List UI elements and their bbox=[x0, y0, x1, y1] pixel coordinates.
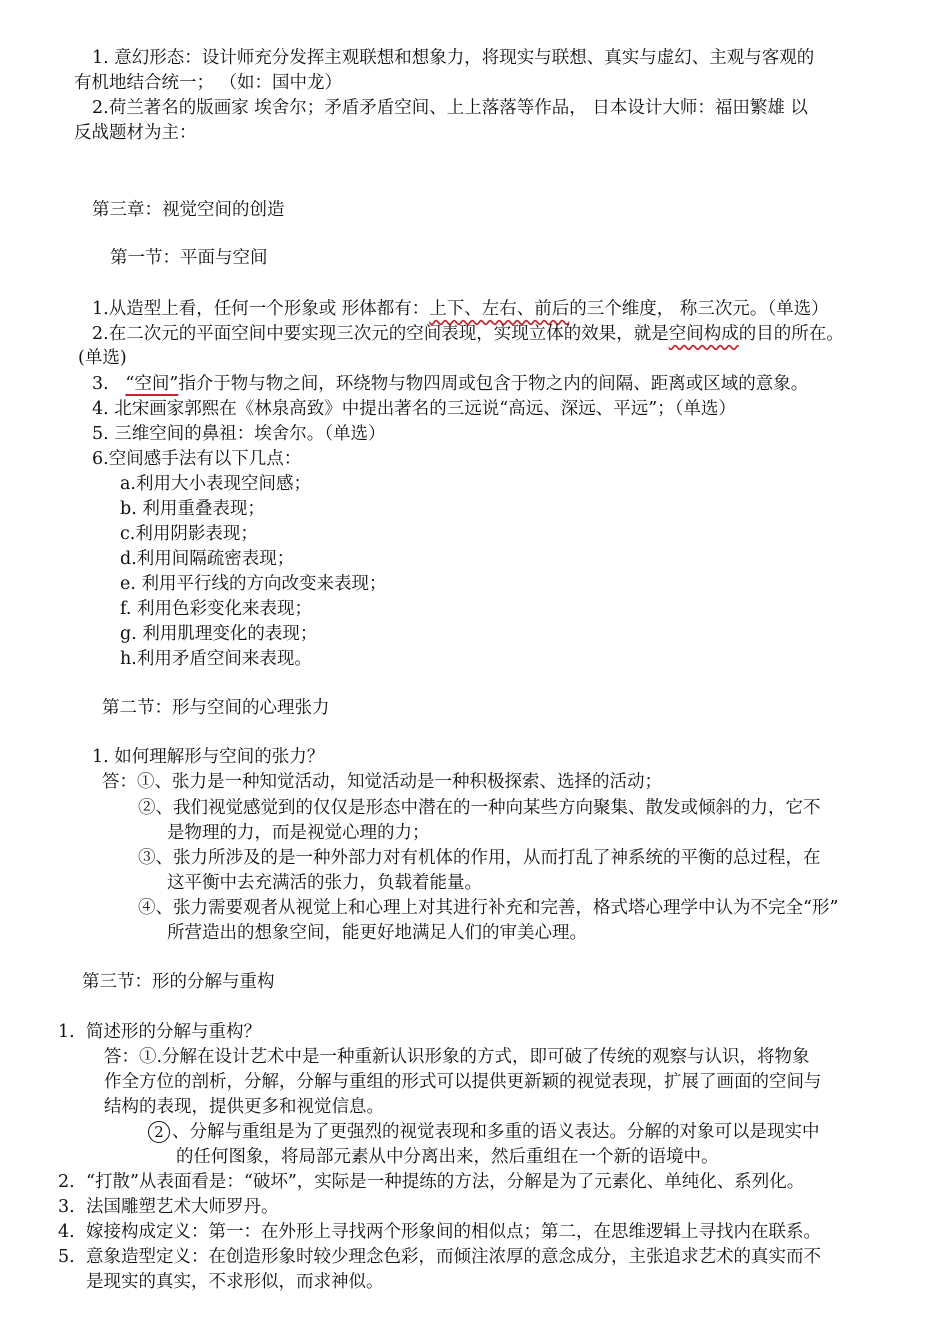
s1-item-3 bbox=[92, 372, 808, 396]
intro-line-4: 反战题材为主： bbox=[74, 123, 197, 143]
s3-q2: “打散”从表面看是：“破坏”，实际是一种提练的方法，分解是为了元素化、单纯化、系列化。 bbox=[86, 1172, 805, 1192]
method-g: g. 利用肌理变化的表现； bbox=[120, 624, 318, 644]
s2-answer-3b: 这平衡中去充满活的张力，负载着能量。 bbox=[167, 873, 482, 893]
section-1-title: 第一节：平面与空间 bbox=[110, 248, 268, 268]
s2-answer-1: 答：①、张力是一种知觉活动，知觉活动是一种积极探索、选择的活动； bbox=[102, 772, 662, 792]
s3-answer-2a-text: 、分解与重组是为了更强烈的视觉表现和多重的语义表达。分解的对象可以是现实中 bbox=[172, 1122, 820, 1142]
method-b: b. 利用重叠表现； bbox=[120, 499, 265, 519]
s1-item-1-post: 的三个维度， 称三次元。（单选） bbox=[569, 299, 829, 319]
s1-item-2-post: 的目的所在。 bbox=[738, 324, 844, 344]
s3-q5-number: 5. bbox=[58, 1247, 75, 1267]
s3-q1: 简述形的分解与重构？ bbox=[86, 1022, 261, 1042]
s3-answer-1a: 答：①.分解在设计艺术中是一种重新认识形象的方式，即可破了传统的观察与认识，将物象 bbox=[104, 1047, 810, 1067]
space-term-highlight: “空间” bbox=[125, 374, 179, 394]
chapter-title: 第三章：视觉空间的创造 bbox=[92, 200, 285, 220]
method-a: a.利用大小表现空间感； bbox=[120, 474, 311, 494]
s3-answer-1b: 作全方位的剖析，分解，分解与重组的形式可以提供更新颖的视觉表现，扩展了画面的空间与 bbox=[104, 1072, 822, 1092]
s3-answer-1c: 结构的表现，提供更多和视觉信息。 bbox=[104, 1097, 384, 1117]
s3-q4-number: 4. bbox=[58, 1222, 75, 1242]
method-c: c.利用阴影表现； bbox=[120, 524, 258, 544]
intro-line-1: 1. 意幻形态：设计师充分发挥主观联想和想象力，将现实与联想、真实与虚幻、主观与客观的 bbox=[92, 48, 815, 68]
method-d: d.利用间隔疏密表现； bbox=[120, 549, 295, 569]
s1-item-3-num: 3. bbox=[92, 374, 109, 394]
intro-line-3: 2.荷兰著名的版画家 埃舍尔；矛盾矛盾空间、上上落落等作品， 日本设计大师：福田繁雄 以 bbox=[92, 98, 808, 118]
s1-item-5: 5. 三维空间的鼻祖：埃舍尔。（单选） bbox=[92, 424, 386, 444]
s2-answer-4b: 所营造出的想象空间，能更好地满足人们的审美心理。 bbox=[167, 923, 587, 943]
s3-q3-number: 3. bbox=[58, 1197, 75, 1217]
s1-item-6: 6.空间感手法有以下几点： bbox=[92, 449, 302, 469]
s1-item-2-cont: (单选) bbox=[78, 348, 127, 368]
s1-item-1-pre: 1.从造型上看，任何一个形象或 形体都有： bbox=[92, 299, 430, 319]
s3-q2-number: 2. bbox=[58, 1172, 75, 1192]
s3-q5a: 意象造型定义：在创造形象时较少理念色彩，而倾注浓厚的意念成分，主张追求艺术的真实而不 bbox=[86, 1247, 821, 1267]
s1-item-1 bbox=[92, 297, 829, 321]
section-3-title: 第三节：形的分解与重构 bbox=[82, 972, 275, 992]
s1-item-3-post: 指介于物与物之间，环绕物与物四周或包含于物之内的间隔、距离或区域的意象。 bbox=[178, 374, 809, 394]
dimensions-highlight: 上下、左右、前后 bbox=[429, 299, 570, 319]
s2-question: 1. 如何理解形与空间的张力？ bbox=[92, 747, 325, 767]
method-f: f. 利用色彩变化来表现； bbox=[120, 599, 312, 619]
s3-q1-number: 1. bbox=[58, 1022, 75, 1042]
space-composition-highlight: 空间构成 bbox=[668, 324, 739, 344]
s3-answer-2b: 的任何图象，将局部元素从中分离出来，然后重组在一个新的语境中。 bbox=[176, 1147, 719, 1167]
s1-item-2-pre: 2.在二次元的平面空间中要实现三次元的空间表现，实现立体的效果，就是 bbox=[92, 324, 669, 344]
s2-answer-3a: ③、张力所涉及的是一种外部力对有机体的作用，从而打乱了神系统的平衡的总过程，在 bbox=[138, 848, 821, 868]
s3-q3: 法国雕塑艺术大师罗丹。 bbox=[86, 1197, 279, 1217]
s2-answer-2a: ②、我们视觉感觉到的仅仅是形态中潜在的一种向某些方向聚集、散发或倾斜的力，它不 bbox=[138, 798, 821, 818]
s2-answer-4a: ④、张力需要观者从视觉上和心理上对其进行补充和完善，格式塔心理学中认为不完全“形” bbox=[138, 898, 839, 918]
method-e: e. 利用平行线的方向改变来表现； bbox=[120, 574, 387, 594]
s1-item-2 bbox=[92, 322, 844, 346]
intro-line-2: 有机地结合统一； （如：国中龙） bbox=[74, 73, 343, 93]
section-2-title: 第二节：形与空间的心理张力 bbox=[102, 698, 330, 718]
circled-number-2: 2 bbox=[148, 1121, 170, 1143]
s3-answer-2a bbox=[148, 1120, 820, 1144]
s1-item-4: 4. 北宋画家郭熙在《林泉高致》中提出著名的三远说“高远、深远、平远”；（单选） bbox=[92, 399, 736, 419]
s3-q4: 嫁接构成定义：第一：在外形上寻找两个形象间的相似点；第二，在思维逻辑上寻找内在联系。 bbox=[86, 1222, 821, 1242]
method-h: h.利用矛盾空间来表现。 bbox=[120, 649, 312, 669]
s3-q5b: 是现实的真实，不求形似，而求神似。 bbox=[86, 1272, 384, 1292]
s2-answer-2b: 是物理的力，而是视觉心理的力； bbox=[167, 823, 430, 843]
